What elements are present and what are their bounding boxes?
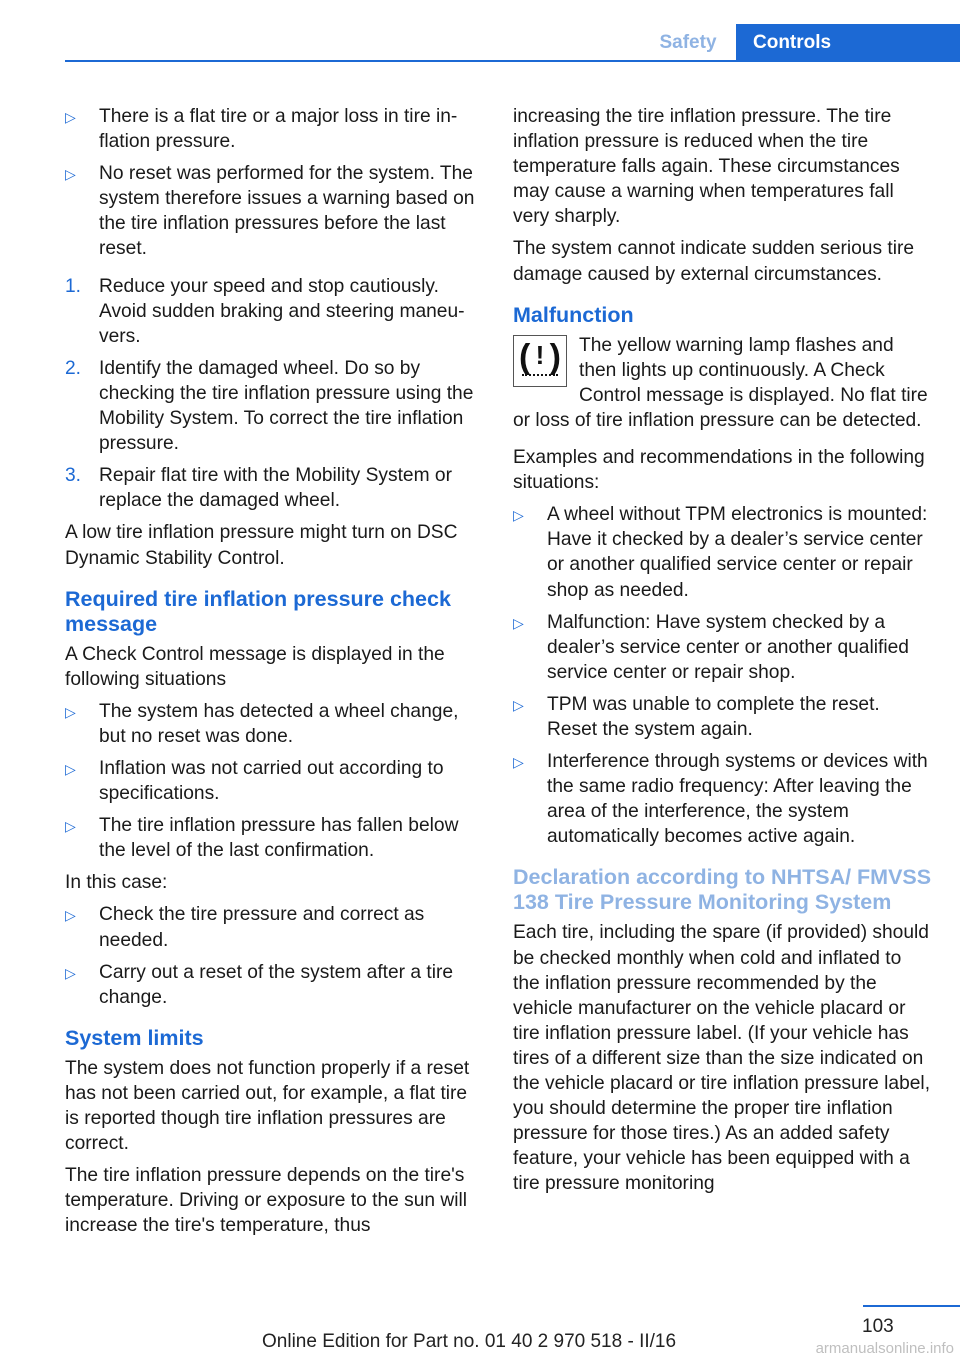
watermark: armanualsonline.info xyxy=(815,1340,954,1357)
triangle-bullet-icon: ▷ xyxy=(513,507,524,524)
triangle-bullet-icon: ▷ xyxy=(65,907,76,924)
step-number: 2. xyxy=(65,357,82,379)
triangle-bullet-icon: ▷ xyxy=(65,109,76,125)
flat-tire-causes-list xyxy=(65,104,483,262)
heading-declaration: Declaration according to NHTSA/ FMVSS 138 Tire Pressure Monitoring System xyxy=(513,865,932,915)
page-number: 103 xyxy=(862,1316,894,1337)
heading-required-check: Required tire inflation pressure check message xyxy=(65,586,451,636)
malfunction-paragraph: The yellow warning lamp flashes and then lights up continuously. A Check Control message is displayed. No flat tire or loss of tire inflation pressure can be detected. xyxy=(513,334,928,431)
triangle-bullet-icon: ▷ xyxy=(513,754,524,771)
step-item: 3. Repair flat tire with the Mobility System or replace the damaged wheel. xyxy=(65,465,452,512)
temperature-paragraph: The tire inflation pressure depends on the tire's temperature. Driving or exposure to the sun will increase the tire's temperature, thus xyxy=(65,1165,468,1237)
sudden-damage-paragraph: The system cannot indicate sudden serious tire damage caused by external circumstances. xyxy=(513,238,915,285)
list-item: ▷ Inflation was not carried out according to specifications. xyxy=(65,757,444,805)
footer-rule xyxy=(863,1305,960,1307)
triangle-bullet-icon: ▷ xyxy=(65,166,76,183)
list-item: ▷ The system has detected a wheel change, but no reset was done. xyxy=(65,700,459,747)
examples-intro: Examples and recommendations in the following situations: xyxy=(513,447,925,494)
steps-list xyxy=(65,274,483,514)
tire-pressure-warning-icon: ( ! ) xyxy=(513,335,567,387)
required-situations-list xyxy=(65,699,483,864)
list-item: ▷ A wheel without TPM electronics is mounted: Have it checked by a dealer’s service center or another qualified service center or repair shop as needed. xyxy=(513,504,928,601)
list-item: ▷ Check the tire pressure and correct as needed. xyxy=(65,904,425,951)
header-rule xyxy=(65,60,960,62)
dsc-note: A low tire inflation pressure might turn on DSC Dynamic Stability Control. xyxy=(65,522,458,569)
step-number: 1. xyxy=(65,275,82,297)
right-column xyxy=(513,104,933,1203)
required-intro: A Check Control message is displayed in the following situations xyxy=(65,643,445,690)
edition-line: Online Edition for Part no. 01 40 2 970 518 - II/16 xyxy=(262,1331,677,1352)
list-item: ▷ Interference through systems or devices with the same radio frequency: After leaving the area of the interference, the system automatically becomes active again. xyxy=(513,751,928,848)
case-actions-list xyxy=(65,902,483,1009)
list-item: ▷ The tire inflation pressure has fallen below the level of the last confirmation. xyxy=(65,815,459,862)
declaration-paragraph: Each tire, including the spare (if provided) should be checked monthly when cold and inflated to the inflation pressure recommended by the vehicle manufacturer on the vehicle placard or tire inflation pressure label. (If your vehicle has tires of a different size than the size indicated on the vehicle placard or tire inflation pressure label, you should determine the proper tire inflation pressure for those tires.) As an added safety feature, your vehicle has been equipped with a tire pressure monitoring xyxy=(513,922,931,1195)
left-column xyxy=(65,104,483,1245)
triangle-bullet-icon: ▷ xyxy=(65,760,76,777)
section-tab-safety: Safety xyxy=(659,32,717,53)
step-item: 2. Identify the damaged wheel. Do so by checking the tire inflation pressure using the Mobility System. To correct the tire inflation pressure. xyxy=(65,357,474,455)
heading-system-limits: System limits xyxy=(65,1025,204,1050)
triangle-bullet-icon: ▷ xyxy=(513,614,524,631)
heading-malfunction: Malfunction xyxy=(513,302,634,327)
step-item: 1. Reduce your speed and stop cautiously. Avoid sudden braking and steering maneuvers. xyxy=(65,275,465,347)
limits-paragraph: The system does not function properly if a reset has not been carried out, for example, a flat tire is reported though tire inflation pressures are correct. xyxy=(65,1057,470,1155)
section-tab-controls: Controls xyxy=(736,24,960,62)
list-item: ▷ No reset was performed for the system. The system therefore issues a warning based on the tire inflation pressures before the last reset. xyxy=(65,163,475,260)
list-item: ▷ TPM was unable to complete the reset. Reset the system again. xyxy=(513,693,880,740)
triangle-bullet-icon: ▷ xyxy=(65,703,76,720)
temperature-paragraph-continued: increasing the tire inflation pressure. The tire inflation pressure is reduced when the tire temperature falls again. These circumstances may cause a warning when temperatures fall very sharply. xyxy=(513,106,900,228)
in-this-case-label: In this case: xyxy=(65,872,168,894)
examples-list xyxy=(513,502,933,849)
triangle-bullet-icon: ▷ xyxy=(65,964,76,981)
triangle-bullet-icon: ▷ xyxy=(65,818,76,835)
list-item: ▷ Malfunction: Have system checked by a dealer’s service center or another qualified service center or repair shop. xyxy=(513,611,909,683)
triangle-bullet-icon: ▷ xyxy=(513,696,524,713)
step-number: 3. xyxy=(65,465,82,487)
list-item: ▷ There is a flat tire or a major loss in tire inflation pressure. xyxy=(65,106,458,153)
malfunction-block xyxy=(513,333,933,433)
list-item: ▷ Carry out a reset of the system after a tire change. xyxy=(65,961,454,1008)
